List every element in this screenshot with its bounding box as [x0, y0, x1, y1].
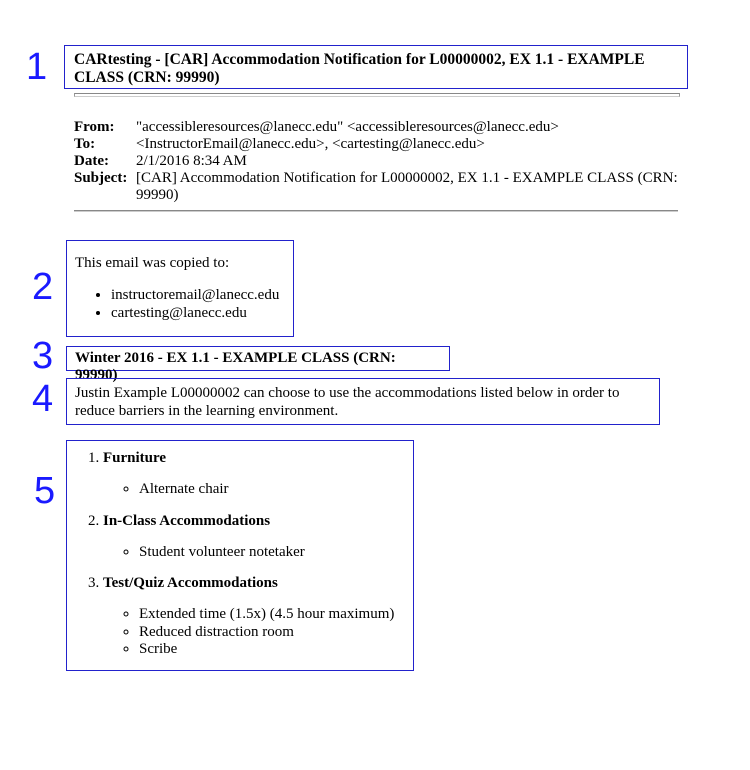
category-title: In-Class Accommodations [103, 512, 271, 529]
annotation-number-1: 1 [26, 46, 48, 88]
header-row-subject [74, 170, 684, 204]
header-divider [74, 93, 680, 97]
email-headers [74, 119, 684, 204]
recipient-item[interactable]: • instructoremail@lanecc.edu [111, 286, 285, 304]
copied-intro: This email was copied to: [75, 255, 230, 271]
recipient-item[interactable]: • cartesting@lanecc.edu [111, 304, 285, 322]
copied-to-box [66, 240, 294, 337]
accommodation-item: ◦ Reduced distraction room [139, 624, 405, 642]
accommodation-list [103, 544, 405, 562]
accommodation-item: ◦ Scribe [139, 641, 405, 659]
accommodation-list [103, 481, 405, 499]
annotation-number-2: 2 [32, 266, 54, 308]
category-title: Furniture [103, 450, 167, 466]
date-value: 2/1/2016 8:34 AM [136, 153, 247, 169]
annotation-number-4: 4 [32, 378, 54, 420]
accommodation-categories [75, 450, 405, 659]
header-row-from [74, 119, 684, 136]
category-item [103, 575, 405, 659]
header-row-to [74, 136, 684, 153]
category-item [103, 513, 405, 562]
accommodation-item: ◦ Student volunteer notetaker [139, 544, 405, 562]
accommodation-list [103, 606, 405, 659]
category-item [103, 450, 405, 499]
category-title: Test/Quiz Accommodations [103, 575, 278, 591]
subject-value: [CAR] Accommodation Notification for L00000002, EX 1.1 - EXAMPLE CLASS (CRN: 99990) [136, 170, 678, 203]
copied-recipient-list [75, 286, 285, 322]
annotation-number-3: 3 [32, 335, 54, 377]
header-row-date [74, 153, 684, 170]
to-label: To: [74, 136, 96, 152]
from-value: "accessibleresources@lanecc.edu" <accessibleresources@lanecc.edu> [136, 119, 559, 135]
from-label: From: [74, 119, 115, 135]
accommodation-item: ◦ Extended time (1.5x) (4.5 hour maximum) [139, 606, 405, 624]
subject-label: Subject: [74, 170, 128, 186]
class-section-heading: Winter 2016 - EX 1.1 - EXAMPLE CLASS (CRN: 99990) [66, 346, 450, 371]
accommodation-item: ◦ Alternate chair [139, 481, 405, 499]
annotation-number-5: 5 [34, 470, 56, 512]
email-title: CARtesting - [CAR] Accommodation Notification for L00000002, EX 1.1 - EXAMPLE CLASS (CRN: 99990) [64, 45, 688, 89]
accommodation-intro: Justin Example L00000002 can choose to use the accommodations listed below in order to reduce barriers in the learning environment. [66, 378, 660, 425]
body-divider [74, 210, 678, 212]
date-label: Date: [74, 153, 109, 169]
accommodations-box [66, 440, 414, 671]
to-value: <InstructorEmail@lanecc.edu>, <cartesting@lanecc.edu> [136, 136, 485, 152]
